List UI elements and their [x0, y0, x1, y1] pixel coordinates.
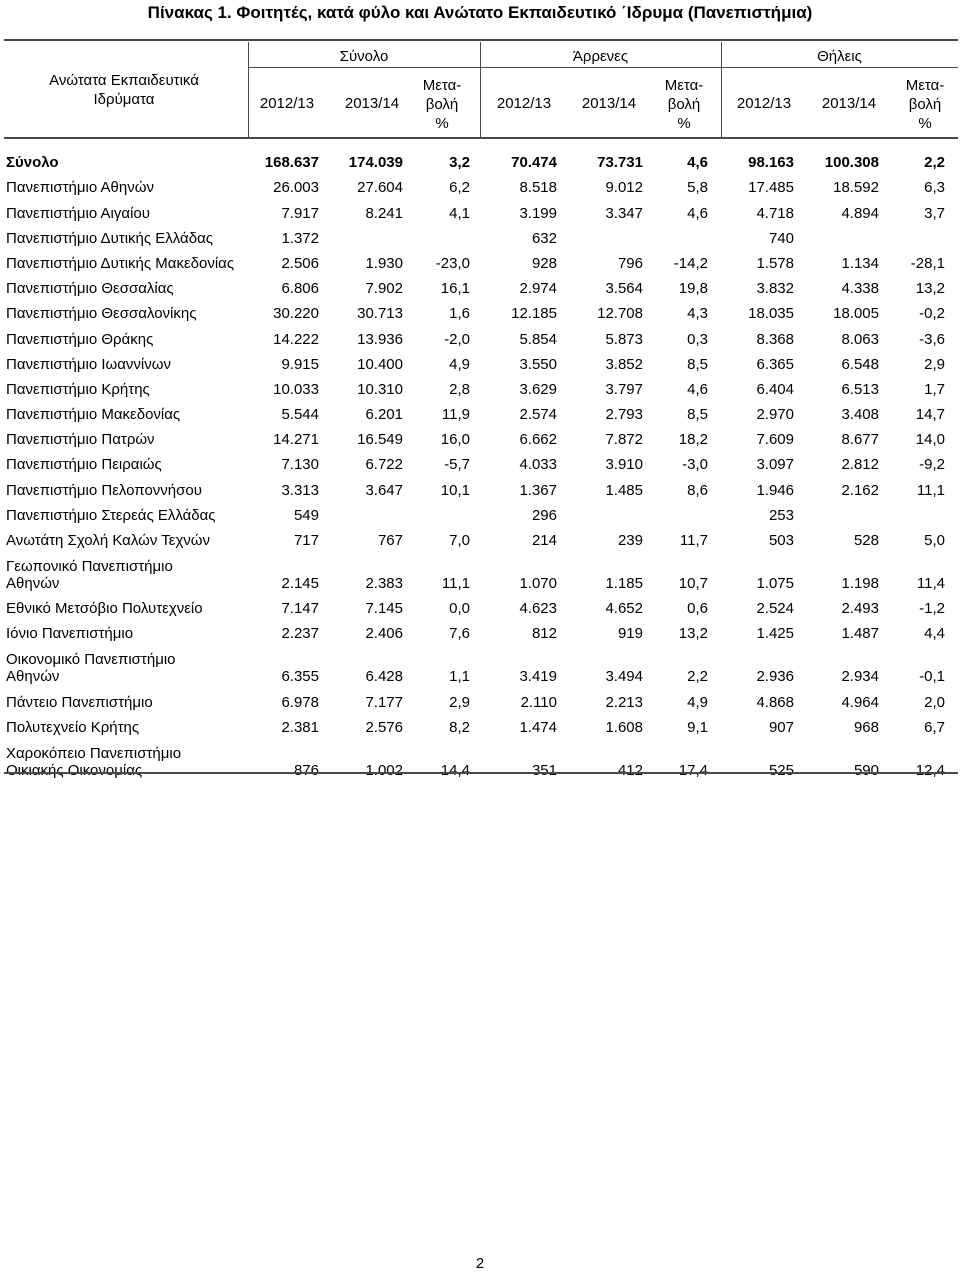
value-cell: 30.220	[273, 305, 319, 323]
value-cell: 7.145	[365, 600, 403, 618]
institution-name: Πανεπιστήμιο Αθηνών	[6, 179, 154, 197]
value-cell: 1.485	[605, 481, 643, 499]
value-cell: 4.623	[519, 600, 557, 618]
value-cell: 3.564	[605, 280, 643, 298]
value-cell: 11,1	[441, 575, 470, 592]
header-bottom-rule	[4, 137, 958, 139]
value-cell: 549	[293, 506, 319, 524]
value-cell: 2.970	[756, 406, 794, 424]
institution-name: Πανεπιστήμιο Θράκης	[6, 330, 154, 348]
value-cell: 1.070	[519, 575, 557, 592]
institution-name: Εθνικό Μετσόβιο Πολυτεχνείο	[6, 600, 203, 618]
value-cell: 3.097	[756, 456, 794, 474]
value-cell: 2.793	[605, 406, 643, 424]
institution-name-line2: Οικιακής Οικονομίας	[6, 761, 143, 779]
value-cell: 10.310	[357, 380, 403, 398]
value-cell: 928	[531, 254, 557, 272]
value-cell: 70.474	[511, 154, 557, 172]
value-cell: 412	[617, 761, 643, 779]
value-cell: 6,2	[449, 179, 470, 197]
value-cell: 2,0	[924, 693, 945, 711]
institution-name: Πανεπιστήμιο Θεσσαλίας	[6, 280, 174, 298]
table-row	[6, 642, 945, 685]
value-cell: 14.222	[273, 330, 319, 348]
value-cell: 9.012	[605, 179, 643, 197]
value-cell: 6.355	[281, 668, 319, 686]
value-cell: 30.713	[357, 305, 403, 323]
value-cell: 2.145	[281, 575, 319, 592]
institution-name	[6, 549, 255, 592]
institution-name: Ιόνιο Πανεπιστήμιο	[6, 625, 134, 643]
value-cell: 7.917	[281, 204, 319, 222]
value-cell: 10.033	[273, 380, 319, 398]
value-cell: 27.604	[357, 179, 403, 197]
value-cell	[879, 222, 945, 247]
institution-name: Πανεπιστήμιο Πελοποννήσου	[6, 481, 202, 499]
value-cell: 16.549	[357, 431, 403, 449]
table-row	[6, 549, 945, 592]
value-cell: 8,2	[449, 718, 470, 736]
value-cell: 11,1	[916, 481, 945, 499]
value-cell: 1.930	[365, 254, 403, 272]
value-cell: 4,9	[449, 355, 470, 373]
value-cell: 14.271	[273, 431, 319, 449]
value-cell: 1,1	[449, 668, 470, 686]
value-cell: 7.609	[756, 431, 794, 449]
table-row	[6, 423, 945, 448]
value-cell: 6.722	[365, 456, 403, 474]
value-cell: 17.485	[748, 179, 794, 197]
value-cell: 13.936	[357, 330, 403, 348]
table-row	[6, 222, 945, 247]
value-cell: 6.548	[841, 355, 879, 373]
table-row	[6, 711, 945, 736]
value-cell: 18.005	[833, 305, 879, 323]
value-cell: 525	[768, 761, 794, 779]
value-cell: 14,7	[915, 406, 945, 424]
value-cell: 16,0	[440, 431, 470, 449]
table-row	[6, 592, 945, 617]
value-cell: 1.198	[841, 575, 879, 592]
value-cell: -0,2	[919, 305, 945, 323]
value-cell: 6,7	[924, 718, 945, 736]
value-cell: 1.002	[365, 761, 403, 779]
table-row	[6, 348, 945, 373]
change-header: Μετα- βολή %	[422, 77, 462, 132]
change-header: Μετα- βολή %	[905, 77, 945, 132]
value-cell: 2.574	[519, 406, 557, 424]
value-cell: 2.110	[520, 693, 557, 711]
value-cell	[557, 222, 643, 247]
value-cell: 6,3	[924, 179, 945, 197]
value-cell: 10.400	[357, 355, 403, 373]
value-cell: 73.731	[597, 154, 643, 172]
value-cell: 8.063	[841, 330, 879, 348]
value-cell: 6.806	[281, 280, 319, 298]
value-cell: 3.408	[841, 406, 879, 424]
value-cell	[643, 499, 708, 524]
value-cell: 12.708	[597, 305, 643, 323]
institution-header-line2: Ιδρύματα	[93, 91, 155, 108]
value-cell: 16,1	[440, 280, 470, 298]
value-cell: 8.518	[519, 179, 557, 197]
table-row	[6, 685, 945, 710]
value-cell: 3.647	[365, 481, 403, 499]
value-cell: 2.213	[605, 693, 643, 711]
value-cell: 4.894	[841, 204, 879, 222]
table-row	[6, 196, 945, 221]
value-cell: 11,4	[916, 575, 945, 592]
value-cell: 4.868	[756, 693, 794, 711]
value-cell: 3,7	[924, 204, 945, 222]
value-cell: 3.629	[519, 380, 557, 398]
value-cell: 98.163	[748, 154, 794, 172]
value-cell: 14,4	[440, 761, 470, 779]
top-rule	[4, 39, 958, 41]
institution-name: Πανεπιστήμιο Πειραιώς	[6, 456, 162, 474]
value-cell: 2,2	[924, 154, 945, 172]
value-cell: 3.852	[605, 355, 643, 373]
value-cell: 1.608	[605, 718, 643, 736]
institution-name-line2: Αθηνών	[6, 668, 60, 686]
value-cell: 9,1	[687, 718, 708, 736]
value-cell: 6.428	[365, 668, 403, 686]
institution-name: Ανωτάτη Σχολή Καλών Τεχνών	[6, 532, 211, 549]
year-header: 2013/14	[821, 95, 877, 112]
value-cell	[319, 222, 403, 247]
value-cell: -9,2	[919, 456, 945, 474]
value-cell: 14,0	[915, 431, 945, 449]
value-cell: 4,6	[687, 380, 708, 398]
value-cell: 10,1	[440, 481, 470, 499]
value-cell: 18.592	[833, 179, 879, 197]
value-cell: 1.474	[519, 718, 557, 736]
table-row	[6, 473, 945, 498]
value-cell: 296	[531, 506, 557, 524]
value-cell: 3.494	[605, 668, 643, 686]
value-cell: 919	[617, 625, 643, 643]
institution-name: Πανεπιστήμιο Αιγαίου	[6, 204, 150, 222]
table-row	[6, 146, 945, 171]
institution-name: Πανεπιστήμιο Κρήτης	[6, 380, 150, 398]
value-cell: 3.550	[519, 355, 557, 373]
page-number: 2	[475, 1255, 485, 1272]
value-cell: 6.365	[756, 355, 794, 373]
group-header-male: Άρρενες	[572, 48, 629, 65]
value-cell: 3.910	[605, 456, 643, 474]
value-cell: 11,7	[679, 532, 708, 549]
value-cell: 351	[531, 761, 557, 779]
value-cell: 4.718	[756, 204, 794, 222]
value-cell: 8,5	[687, 355, 708, 373]
year-header: 2013/14	[344, 95, 400, 112]
value-cell: 2.974	[519, 280, 557, 298]
value-cell: 7.177	[365, 693, 403, 711]
value-cell: 1.946	[756, 481, 794, 499]
value-cell: 4.338	[841, 280, 879, 298]
group-header-total: Σύνολο	[339, 48, 389, 65]
value-cell: 717	[293, 532, 319, 549]
table-row	[6, 617, 945, 642]
value-cell: 2,9	[924, 355, 945, 373]
value-cell: 4,9	[687, 693, 708, 711]
value-cell: 968	[853, 718, 879, 736]
table-row	[6, 499, 945, 524]
value-cell: -28,1	[910, 254, 945, 272]
institution-name	[6, 642, 255, 685]
value-cell: 8.677	[841, 431, 879, 449]
value-cell: 12,4	[915, 761, 945, 779]
table-row	[6, 322, 945, 347]
institution-name: Πανεπιστήμιο Δυτικής Ελλάδας	[6, 229, 213, 247]
value-cell: 8.368	[756, 330, 794, 348]
value-cell: 2.383	[365, 575, 403, 592]
value-cell: -23,0	[435, 254, 470, 272]
value-cell: 1,6	[449, 305, 470, 323]
institution-name: Πανεπιστήμιο Μακεδονίας	[6, 406, 181, 424]
value-cell: 740	[768, 229, 794, 247]
change-header: Μετα- βολή %	[664, 77, 704, 132]
institution-name-line1: Χαροκόπειο Πανεπιστήμιο	[6, 744, 182, 762]
value-cell: 26.003	[273, 179, 319, 197]
value-cell: 503	[768, 532, 794, 549]
value-cell: 4,1	[449, 204, 470, 222]
value-cell: 3.347	[605, 204, 643, 222]
value-cell: 767	[377, 532, 403, 549]
value-cell: 0,6	[687, 600, 708, 618]
value-cell: 1.134	[841, 254, 879, 272]
bottom-rule	[4, 772, 958, 774]
value-cell: 4.964	[841, 693, 879, 711]
institution-header	[0, 71, 248, 109]
value-cell: 5.873	[605, 330, 643, 348]
value-cell: 174.039	[348, 154, 403, 172]
institution-name: Σύνολο	[6, 154, 59, 172]
value-cell: 1.185	[605, 575, 643, 592]
value-cell	[879, 499, 945, 524]
value-cell: 1.578	[756, 254, 794, 272]
value-cell: 253	[768, 506, 794, 524]
value-cell: 4.033	[519, 456, 557, 474]
value-cell: -14,2	[673, 254, 708, 272]
institution-name: Πολυτεχνείο Κρήτης	[6, 718, 140, 736]
institution-name-line1: Οικονομικό Πανεπιστήμιο	[6, 651, 176, 669]
year-header: 2013/14	[581, 95, 637, 112]
value-cell: 7,0	[449, 532, 470, 549]
table-row	[6, 398, 945, 423]
value-cell: 18.035	[748, 305, 794, 323]
value-cell: -3,0	[682, 456, 708, 474]
value-cell: 8,6	[687, 481, 708, 499]
value-cell: 6.201	[365, 406, 403, 424]
value-cell: 3.832	[756, 280, 794, 298]
table-title: Πίνακας 1. Φοιτητές, κατά φύλο και Ανώτατο Εκπαιδευτικό ΄Ιδρυμα (Πανεπιστήμια)	[147, 3, 813, 22]
value-cell: 2.506	[281, 254, 319, 272]
value-cell: 2.237	[281, 625, 319, 643]
table-row	[6, 272, 945, 297]
value-cell	[319, 499, 403, 524]
value-cell: 5,0	[924, 532, 945, 549]
value-cell: 10,7	[678, 575, 708, 592]
value-cell: 7.902	[365, 280, 403, 298]
institution-name: Πανεπιστήμιο Πατρών	[6, 431, 155, 449]
value-cell: -3,6	[919, 330, 945, 348]
value-cell: 528	[853, 532, 879, 549]
value-cell: 1.425	[756, 625, 794, 643]
value-cell: 2.406	[365, 625, 403, 643]
value-cell	[403, 222, 470, 247]
value-cell: 3.419	[519, 668, 557, 686]
table-row	[6, 448, 945, 473]
value-cell: 9.915	[281, 355, 319, 373]
institution-name: Πανεπιστήμιο Δυτικής Μακεδονίας	[6, 254, 235, 272]
value-cell: 5.544	[281, 406, 319, 424]
value-cell: -1,2	[919, 600, 945, 618]
value-cell: 3.313	[281, 481, 319, 499]
value-cell: -0,1	[919, 668, 945, 686]
value-cell: 4,4	[924, 625, 945, 643]
value-cell: 4,6	[687, 204, 708, 222]
group-header-female: Θήλεις	[817, 48, 862, 65]
value-cell: 13,2	[678, 625, 708, 643]
value-cell: -2,0	[444, 330, 470, 348]
value-cell: 1.367	[519, 481, 557, 499]
value-cell: 2.934	[841, 668, 879, 686]
year-header: 2012/13	[496, 95, 552, 112]
institution-name: Πανεπιστήμιο Ιωαννίνων	[6, 355, 171, 373]
value-cell: 214	[531, 532, 557, 549]
value-cell: 6.513	[841, 380, 879, 398]
value-cell: 0,0	[449, 600, 470, 618]
value-cell: 876	[293, 761, 319, 779]
value-cell: 3,2	[449, 154, 470, 172]
value-cell: 7.872	[605, 431, 643, 449]
value-cell: 2.576	[365, 718, 403, 736]
value-cell: 5,8	[687, 179, 708, 197]
value-cell: 4.652	[605, 600, 643, 618]
value-cell: 7,6	[449, 625, 470, 643]
value-cell: 7.147	[281, 600, 319, 618]
value-cell	[794, 499, 879, 524]
institution-name: Πανεπιστήμιο Θεσσαλονίκης	[6, 305, 197, 323]
value-cell: -5,7	[444, 456, 470, 474]
value-cell: 2.936	[756, 668, 794, 686]
table-body	[6, 146, 945, 779]
value-cell: 4,6	[687, 154, 708, 172]
value-cell: 1.372	[281, 229, 319, 247]
institution-name: Πάντειο Πανεπιστήμιο	[6, 693, 153, 711]
value-cell: 796	[617, 254, 643, 272]
institution-name-line2: Αθηνών	[6, 575, 60, 592]
value-cell: 812	[531, 625, 557, 643]
value-cell: 8,5	[687, 406, 708, 424]
value-cell: 590	[853, 761, 879, 779]
value-cell: 3.797	[605, 380, 643, 398]
value-cell: 6.404	[756, 380, 794, 398]
year-header: 2012/13	[736, 95, 792, 112]
table-row	[6, 373, 945, 398]
value-cell: 1.075	[756, 575, 794, 592]
value-cell: 0,3	[687, 330, 708, 348]
data-table	[6, 146, 945, 779]
table-row	[6, 297, 945, 322]
value-cell: 6.662	[519, 431, 557, 449]
value-cell	[403, 499, 470, 524]
value-cell	[643, 222, 708, 247]
institution-name: Πανεπιστήμιο Στερεάς Ελλάδας	[6, 506, 216, 524]
value-cell: 2.524	[756, 600, 794, 618]
value-cell: 632	[531, 229, 557, 247]
value-cell: 17,4	[678, 761, 708, 779]
value-cell: 2.812	[841, 456, 879, 474]
value-cell	[557, 499, 643, 524]
value-cell: 2,9	[449, 693, 470, 711]
value-cell: 168.637	[264, 154, 319, 172]
institution-name-line1: Γεωπονικό Πανεπιστήμιο	[6, 558, 173, 575]
institution-header-line1: Ανώτατα Εκπαιδευτικά	[49, 72, 199, 89]
value-cell: 2.381	[281, 718, 319, 736]
value-cell: 907	[768, 718, 794, 736]
table-row	[6, 247, 945, 272]
value-cell: 2,2	[687, 668, 708, 686]
value-cell: 8.241	[365, 204, 403, 222]
value-cell: 5.854	[519, 330, 557, 348]
value-cell: 7.130	[281, 456, 319, 474]
value-cell: 11,9	[441, 406, 470, 424]
value-cell: 12.185	[511, 305, 557, 323]
year-header: 2012/13	[259, 95, 315, 112]
table-row	[6, 524, 945, 549]
value-cell: 18,2	[678, 431, 708, 449]
value-cell: 3.199	[519, 204, 557, 222]
value-cell: 100.308	[824, 154, 879, 172]
value-cell: 13,2	[915, 280, 945, 298]
value-cell	[794, 222, 879, 247]
table-row	[6, 171, 945, 196]
value-cell: 1,7	[924, 380, 945, 398]
value-cell: 1.487	[841, 625, 879, 643]
value-cell: 6.978	[281, 693, 319, 711]
group-underline	[248, 67, 958, 68]
value-cell: 4,3	[687, 305, 708, 323]
value-cell: 2.162	[841, 481, 879, 499]
value-cell: 19,8	[678, 280, 708, 298]
value-cell: 2.493	[841, 600, 879, 618]
value-cell: 239	[617, 532, 643, 549]
value-cell: 2,8	[449, 380, 470, 398]
